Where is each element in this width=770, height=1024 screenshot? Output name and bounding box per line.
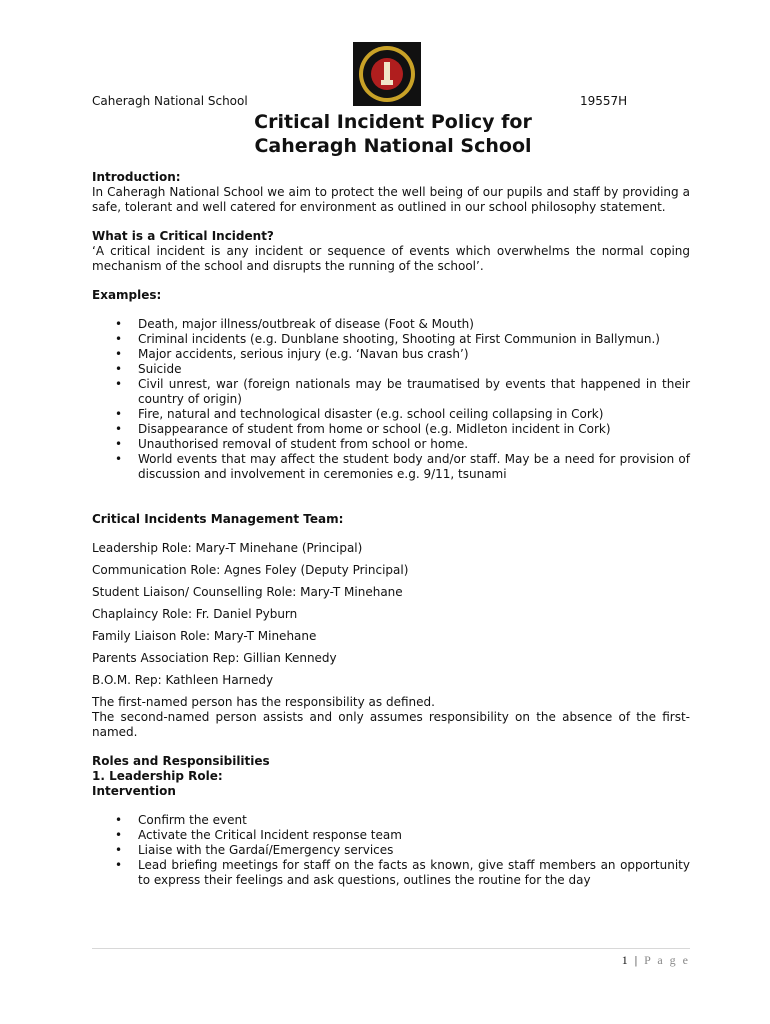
examples-list bbox=[92, 317, 690, 482]
definition-heading: What is a Critical Incident? bbox=[92, 229, 274, 243]
definition-text: ‘A critical incident is any incident or sequence of events which overwhelms the normal coping mechanism of the school and disrupts the running of the school’. bbox=[92, 244, 690, 273]
crest-icon bbox=[355, 44, 419, 104]
leadership-role-heading: 1. Leadership Role: bbox=[92, 769, 223, 783]
introduction-heading: Introduction: bbox=[92, 170, 181, 184]
team-roles bbox=[92, 541, 690, 688]
list-item: • Confirm the event bbox=[115, 813, 247, 827]
list-item: • Fire, natural and technological disaster (e.g. school ceiling collapsing in Cork) bbox=[115, 407, 604, 421]
roles-heading: Roles and Responsibilities bbox=[92, 754, 270, 768]
list-item: • Activate the Critical Incident response team bbox=[115, 828, 402, 842]
list-item: • Disappearance of student from home or school (e.g. Midleton incident in Cork) bbox=[115, 422, 611, 436]
team-role: Communication Role: Agnes Foley (Deputy Principal) bbox=[92, 563, 409, 577]
list-item: • Liaise with the Gardaí/Emergency services bbox=[115, 843, 394, 857]
page-title-line-2: Caheragh National School bbox=[254, 135, 532, 157]
page-number: 1 bbox=[621, 953, 630, 967]
page-label: P a g e bbox=[644, 953, 690, 967]
team-role: Family Liaison Role: Mary-T Minehane bbox=[92, 629, 317, 643]
document-body bbox=[92, 170, 690, 888]
list-item: • Death, major illness/outbreak of disease (Foot & Mouth) bbox=[115, 317, 474, 331]
team-role: B.O.M. Rep: Kathleen Harnedy bbox=[92, 673, 274, 687]
team-role: Student Liaison/ Counselling Role: Mary-T Minehane bbox=[92, 585, 403, 599]
intervention-list bbox=[92, 813, 690, 888]
page-separator: | bbox=[634, 953, 640, 967]
page-title-line-1: Critical Incident Policy for bbox=[254, 111, 532, 133]
intervention-heading: Intervention bbox=[92, 784, 176, 798]
header-roll-number: 19557H bbox=[580, 94, 628, 108]
team-role: Chaplaincy Role: Fr. Daniel Pyburn bbox=[92, 607, 298, 621]
team-note-1: The first-named person has the responsibility as defined. bbox=[92, 695, 435, 709]
team-role: Leadership Role: Mary-T Minehane (Principal) bbox=[92, 541, 363, 555]
header-school-name: Caheragh National School bbox=[92, 94, 248, 108]
school-crest-logo bbox=[353, 42, 421, 106]
introduction-text: In Caheragh National School we aim to protect the well being of our pupils and staff by providing a safe, tolerant and well catered for environment as outlined in our school philosophy statement. bbox=[92, 185, 690, 214]
list-item: • Suicide bbox=[115, 362, 182, 376]
examples-heading: Examples: bbox=[92, 288, 162, 302]
list-item: • Major accidents, serious injury (e.g. ‘Navan bus crash’) bbox=[115, 347, 469, 361]
list-item: • Unauthorised removal of student from school or home. bbox=[115, 437, 469, 451]
team-role: Parents Association Rep: Gillian Kennedy bbox=[92, 651, 337, 665]
team-note-2: The second-named person assists and only assumes responsibility on the absence of the first-named. bbox=[92, 710, 690, 739]
list-item: • Criminal incidents (e.g. Dunblane shooting, Shooting at First Communion in Ballymun.) bbox=[115, 332, 660, 346]
list-item: • Lead briefing meetings for staff on the facts as known, give staff members an opportunity to express their feelings and ask questions, outlines the routine for the day bbox=[115, 858, 690, 887]
footer-divider bbox=[92, 948, 690, 949]
list-item: • World events that may affect the student body and/or staff. May be a need for provision of discussion and involvement in ceremonies e.g. 9/11, tsunami bbox=[115, 452, 690, 481]
list-item: • Civil unrest, war (foreign nationals may be traumatised by events that happened in their country of origin) bbox=[115, 377, 690, 406]
team-heading: Critical Incidents Management Team: bbox=[92, 512, 344, 526]
page-footer bbox=[622, 953, 690, 968]
